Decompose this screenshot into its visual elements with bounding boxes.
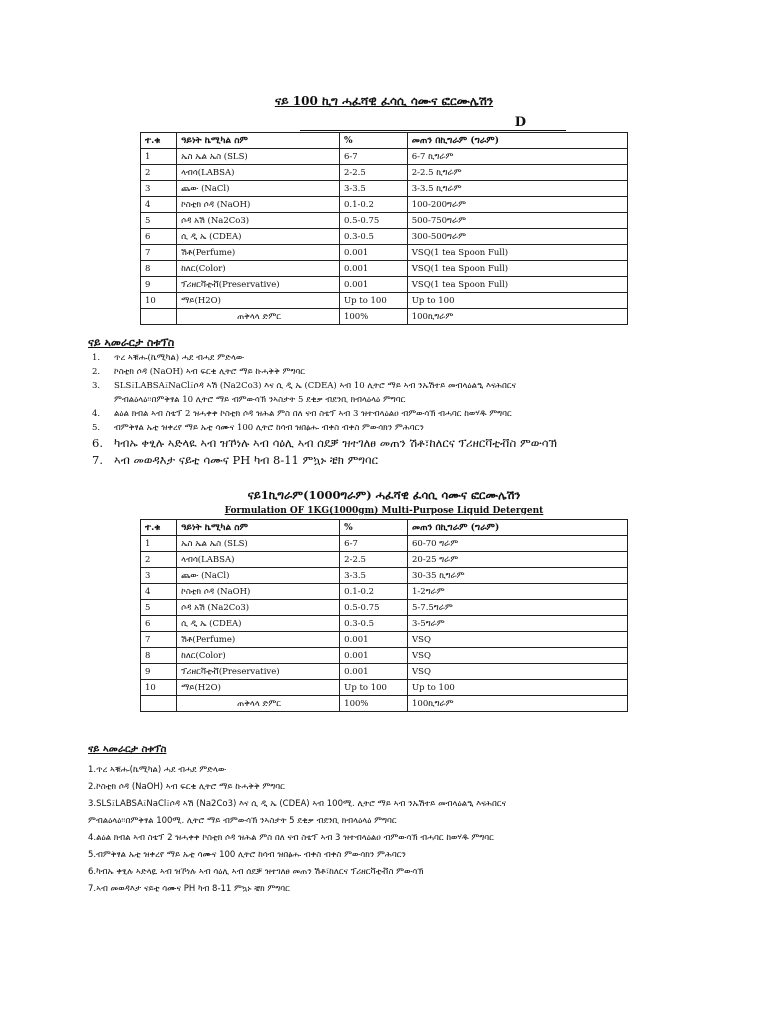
step-text: ብምቅፃል ኡቲ ዝቀረየ ማይ ኡቲ ሳሙና 100 ሊትሮ ከሳብ ዝበፅሑ ብቀስ ብቀስ ምውሳክን ምሕባርን xyxy=(114,423,424,433)
cell-no: 7 xyxy=(141,632,177,648)
step-text: ጥረ ኣቑሑ(ኬሚካል) ሓደ ብሓደ ምድላው xyxy=(114,353,245,363)
cell-percent: 0.001 xyxy=(339,277,407,293)
step-number: 7. xyxy=(92,453,103,467)
cell-percent: 0.5-0.75 xyxy=(339,213,407,229)
table-row xyxy=(141,648,628,664)
cell-chemical: ማይ(H2O) xyxy=(177,680,340,696)
cell-amount: 60-70 ግራም xyxy=(408,536,628,552)
cell-chemical: ኮስቲክ ሶዳ (NaOH) xyxy=(177,197,340,213)
header-percent: % xyxy=(339,133,407,149)
cell-no: 1 xyxy=(141,149,177,165)
section-subtitle-english: Formulation OF 1KG(1000gm) Multi-Purpose Liquid Detergent xyxy=(224,506,544,516)
cell-no: 9 xyxy=(141,664,177,680)
cell-no: 1 xyxy=(141,536,177,552)
cell-percent: 0.001 xyxy=(340,648,408,664)
step-text: ካብኡ ቀፂሉ ኣድላዪ ኣብ ዝኾነሉ ኣብ ሳዕሊ ኣብ ሰደቓ ዝተገለፀ መጠን ሽቶ፣ከለርና ፕሪዘርቫቲቭስ ምውሳኽ xyxy=(114,436,557,450)
step-item xyxy=(88,365,728,379)
table-row xyxy=(141,664,628,680)
cell-no: 5 xyxy=(141,600,177,616)
step-text: ምብልዕላዕ፡፡በምቅፃል 10 ሊትሮ ማይ ብምውሳኽ ንኣስታት 5 ደቂቃ ብደንቢ ክብላዕላዕ ምግባር xyxy=(114,395,406,405)
cell-amount: 6-7 ኪግራም xyxy=(407,149,627,165)
cell-amount: VSQ xyxy=(408,648,628,664)
step-text: ኣብ መወዳእታ ናይቲ ሳሙና PH ካብ 8-11 ምኳኑ ቼክ ምግባር xyxy=(114,453,379,467)
total-percent: 100% xyxy=(340,696,408,712)
step-item xyxy=(88,379,728,393)
steps2-heading: ናይ ኣመራርታ ስቱፕስ xyxy=(88,744,167,755)
table-row xyxy=(141,277,628,293)
cell-chemical: ኤስ ኤል ኤስ (SLS) xyxy=(177,149,340,165)
cell-chemical: ሶዳ አሽ (Na2Co3) xyxy=(177,600,340,616)
table-row xyxy=(141,600,628,616)
cell-chemical: ሽቶ(Perfume) xyxy=(177,632,340,648)
table-header-row xyxy=(141,133,628,149)
cell-no: 10 xyxy=(141,293,177,309)
cell-percent: 2-2.5 xyxy=(339,165,407,181)
cell-empty xyxy=(141,309,177,325)
cell-amount: 30-35 ኪግራም xyxy=(408,568,628,584)
cell-chemical: ከለር(Color) xyxy=(177,648,340,664)
cell-percent: 2-2.5 xyxy=(340,552,408,568)
cell-no: 8 xyxy=(141,261,177,277)
cell-amount: VSQ(1 tea Spoon Full) xyxy=(407,277,627,293)
cell-no: 3 xyxy=(141,181,177,197)
step-number: 5. xyxy=(92,423,101,433)
cell-percent: 0.001 xyxy=(340,632,408,648)
cell-no: 6 xyxy=(141,616,177,632)
cell-amount: VSQ xyxy=(408,632,628,648)
cell-amount: 300-500ግራም xyxy=(407,229,627,245)
cell-no: 4 xyxy=(141,197,177,213)
formulation-table-1kg xyxy=(140,519,628,712)
cell-percent: 6-7 xyxy=(340,536,408,552)
cell-no: 10 xyxy=(141,680,177,696)
step-item xyxy=(88,452,728,469)
cell-chemical: ላብሳ(LABSA) xyxy=(177,552,340,568)
cell-percent: Up to 100 xyxy=(340,680,408,696)
cell-amount: 100-200ግራም xyxy=(407,197,627,213)
table-row xyxy=(141,632,628,648)
cell-percent: 0.1-0.2 xyxy=(339,197,407,213)
table-row xyxy=(141,616,628,632)
cell-percent: 0.5-0.75 xyxy=(340,600,408,616)
header-no: ተ.ቁ xyxy=(141,520,177,536)
cell-percent: 0.3-0.5 xyxy=(340,616,408,632)
cell-chemical: ማይ(H2O) xyxy=(177,293,340,309)
cell-amount: VSQ(1 tea Spoon Full) xyxy=(407,261,627,277)
step2-line: 3.SLS፤LABSA፤NaCl፤ሶዳ ኣሽ (Na2Co3) እና ሲ ዲ ኤ (CDEA) ኣብ 100ሚ. ሊትሮ ማይ ኣብ ንኡሽተይ መብላዕልዒ እናሕበርና xyxy=(88,799,507,809)
step-item xyxy=(88,393,728,407)
cell-chemical: ሶዳ አሽ (Na2Co3) xyxy=(177,213,340,229)
total-amount: 100ኪግራም xyxy=(408,696,628,712)
step-item xyxy=(88,407,728,421)
cell-no: 5 xyxy=(141,213,177,229)
cell-percent: 0.001 xyxy=(339,261,407,277)
cell-percent: 3-3.5 xyxy=(340,568,408,584)
cell-chemical: ከለር(Color) xyxy=(177,261,340,277)
section-title-1kg: ናይ1ኪግራም(1000ግራም) ሓፈሻዊ ፈሳሲ ሳሙና ፎርሙሌሽን xyxy=(247,488,521,502)
header-no: ተ.ቁ xyxy=(141,133,177,149)
total-percent: 100% xyxy=(339,309,407,325)
table-total-row xyxy=(141,309,628,325)
steps2-list xyxy=(88,762,506,898)
cell-chemical: ሲ ዲ ኤ (CDEA) xyxy=(177,229,340,245)
cell-no: 7 xyxy=(141,245,177,261)
table-row xyxy=(141,680,628,696)
table-row xyxy=(141,197,628,213)
cell-no: 2 xyxy=(141,165,177,181)
cell-no: 9 xyxy=(141,277,177,293)
cell-amount: 5-7.5ግራም xyxy=(408,600,628,616)
step-number: 1. xyxy=(92,353,101,363)
cell-amount: 3-3.5 ኪግራም xyxy=(407,181,627,197)
table-row xyxy=(141,213,628,229)
cell-percent: 0.1-0.2 xyxy=(340,584,408,600)
cell-chemical: ላብሳ(LABSA) xyxy=(177,165,340,181)
step-number: 6. xyxy=(92,436,103,450)
cell-amount: VSQ xyxy=(408,664,628,680)
formulation-table-100kg xyxy=(140,132,628,325)
step2-line: ምብልዕላዕ፡፡በምቅፃል 100ሚ. ሊትሮ ማይ ብምውሳኽ ንኣስታት 5 ደቂቃ ብደንቢ ክብላዕላዕ ምግባር xyxy=(88,816,397,826)
step-text: ኮስቲክ ሶዳ (NaOH) ኣብ ፍርቂ ሊትሮ ማይ ኩሓቅቅ ምግባር xyxy=(114,367,305,377)
table-row xyxy=(141,229,628,245)
cell-chemical: ሲ ዲ ኤ (CDEA) xyxy=(177,616,340,632)
cell-empty xyxy=(141,696,177,712)
total-label: ጠቅላላ ድምር xyxy=(177,696,340,712)
table-row xyxy=(141,552,628,568)
cell-no: 2 xyxy=(141,552,177,568)
total-label: ጠቅላላ ድምር xyxy=(177,309,340,325)
header-amount: መጠን በኪግራም (ግራም) xyxy=(407,133,627,149)
cell-amount: 3-5ግራም xyxy=(408,616,628,632)
cell-percent: 3-3.5 xyxy=(339,181,407,197)
table-row xyxy=(141,181,628,197)
cell-chemical: ጨው (NaCl) xyxy=(177,181,340,197)
step2-line: 4.ልዕል ክብል ኣብ ስቴፕ 2 ዝሓቀቀ ኮስቲክ ሶዳ ዝሕል ምስ በለ ናብ ስቴፕ ኣብ 3 ዝተብላዕልዐ ብምውሳኽ ብሓባር ከወሃዱ ምግባር xyxy=(88,833,494,843)
steps-list xyxy=(88,351,728,469)
table-row xyxy=(141,536,628,552)
step2-line: 2.ኮስቲክ ሶዳ (NaOH) ኣብ ፍርቂ ሊትሮ ማይ ኩሓቅቅ ምግባር xyxy=(88,782,285,792)
steps-heading: ናይ ኣመራርታ ስቱፕስ xyxy=(88,336,175,349)
table-row xyxy=(141,245,628,261)
table-row xyxy=(141,293,628,309)
header-chemical: ዓይነት ኬሚካል ስም xyxy=(177,520,340,536)
step2-line: 6.ካብኡ ቀፂሉ ኣድላዪ ኣብ ዝኾነሉ ኣብ ሳዕሊ ኣብ ሰደቓ ዝተገለፀ መጠን ሽቶ፣ከለርና ፕሪዘርቫቲቭስ ምውሳኽ xyxy=(88,867,424,877)
step-text: ልዕል ክብል ኣብ ስቴፕ 2 ዝሓቀቀ ኮስቲክ ሶዳ ዝሕል ምስ በለ ናብ ስቴፕ ኣብ 3 ዝተብላዕልዐ ብምውሳኽ ብሓባር ከወሃዱ ምግባር xyxy=(114,409,512,419)
step-text: SLS፤LABSA፤NaCl፤ሶዳ ኣሽ (Na2Co3) እና ሲ ዲ ኤ (CDEA) ኣብ 10 ሊትሮ ማይ ኣብ ንኡሽተይ መብላዕልዒ እናሕበርና xyxy=(114,381,517,391)
cell-no: 4 xyxy=(141,584,177,600)
table-row xyxy=(141,261,628,277)
table-header-row xyxy=(141,520,628,536)
cell-no: 6 xyxy=(141,229,177,245)
cell-amount: 1-2ግራም xyxy=(408,584,628,600)
step2-line: 1.ጥረ ኣቑሑ(ኬሚካል) ሓደ ብሓደ ምድላው xyxy=(88,765,227,775)
cell-chemical: ጨው (NaCl) xyxy=(177,568,340,584)
cell-percent: Up to 100 xyxy=(339,293,407,309)
cell-no: 8 xyxy=(141,648,177,664)
header-chemical: ዓይነት ኬሚካል ስም xyxy=(177,133,340,149)
step-number: 3. xyxy=(92,381,101,391)
table-row xyxy=(141,149,628,165)
cell-amount: VSQ(1 tea Spoon Full) xyxy=(407,245,627,261)
step2-line: 7.ኣብ መወዳእታ ናይቲ ሳሙና PH ካብ 8-11 ምኳኑ ቼክ ምግባር xyxy=(88,884,290,894)
cell-amount: 500-750ግራም xyxy=(407,213,627,229)
total-amount: 100ኪግራም xyxy=(407,309,627,325)
cell-no: 3 xyxy=(141,568,177,584)
cell-chemical: ፕሪዘርቫቲቭ(Preservative) xyxy=(177,277,340,293)
step-number: 4. xyxy=(92,409,101,419)
cell-percent: 0.001 xyxy=(340,664,408,680)
header-amount: መጠን በኪግራም (ግራም) xyxy=(408,520,628,536)
cell-amount: Up to 100 xyxy=(407,293,627,309)
cell-percent: 6-7 xyxy=(339,149,407,165)
step-item xyxy=(88,435,728,452)
document-title: ናይ 100 ኪግ ሓፈሻዊ ፈሳሲ ሳሙና ፎርሙሌሽን xyxy=(274,94,494,108)
table-row xyxy=(141,165,628,181)
cell-percent: 0.001 xyxy=(339,245,407,261)
step-item xyxy=(88,351,728,365)
cell-chemical: ፕሪዘርቫቲቭ(Preservative) xyxy=(177,664,340,680)
table-row xyxy=(141,584,628,600)
cell-percent: 0.3-0.5 xyxy=(339,229,407,245)
cell-chemical: ሽቶ(Perfume) xyxy=(177,245,340,261)
cell-amount: 20-25 ግራም xyxy=(408,552,628,568)
table-row xyxy=(141,568,628,584)
cell-amount: Up to 100 xyxy=(408,680,628,696)
cell-chemical: ኮስቲክ ሶዳ (NaOH) xyxy=(177,584,340,600)
cell-amount: 2-2.5 ኪግራም xyxy=(407,165,627,181)
table-total-row xyxy=(141,696,628,712)
signature-line: D xyxy=(300,115,566,131)
step-number: 2. xyxy=(92,367,101,377)
step-item xyxy=(88,421,728,435)
cell-chemical: ኤስ ኤል ኤስ (SLS) xyxy=(177,536,340,552)
step2-line: 5.ብምቅፃል ኡቲ ዝቀረየ ማይ ኡቲ ሳሙና 100 ሊትሮ ከሳብ ዝበፅሑ ብቀስ ብቀስ ምውሳክን ምሕባርን xyxy=(88,850,406,860)
header-percent: % xyxy=(340,520,408,536)
